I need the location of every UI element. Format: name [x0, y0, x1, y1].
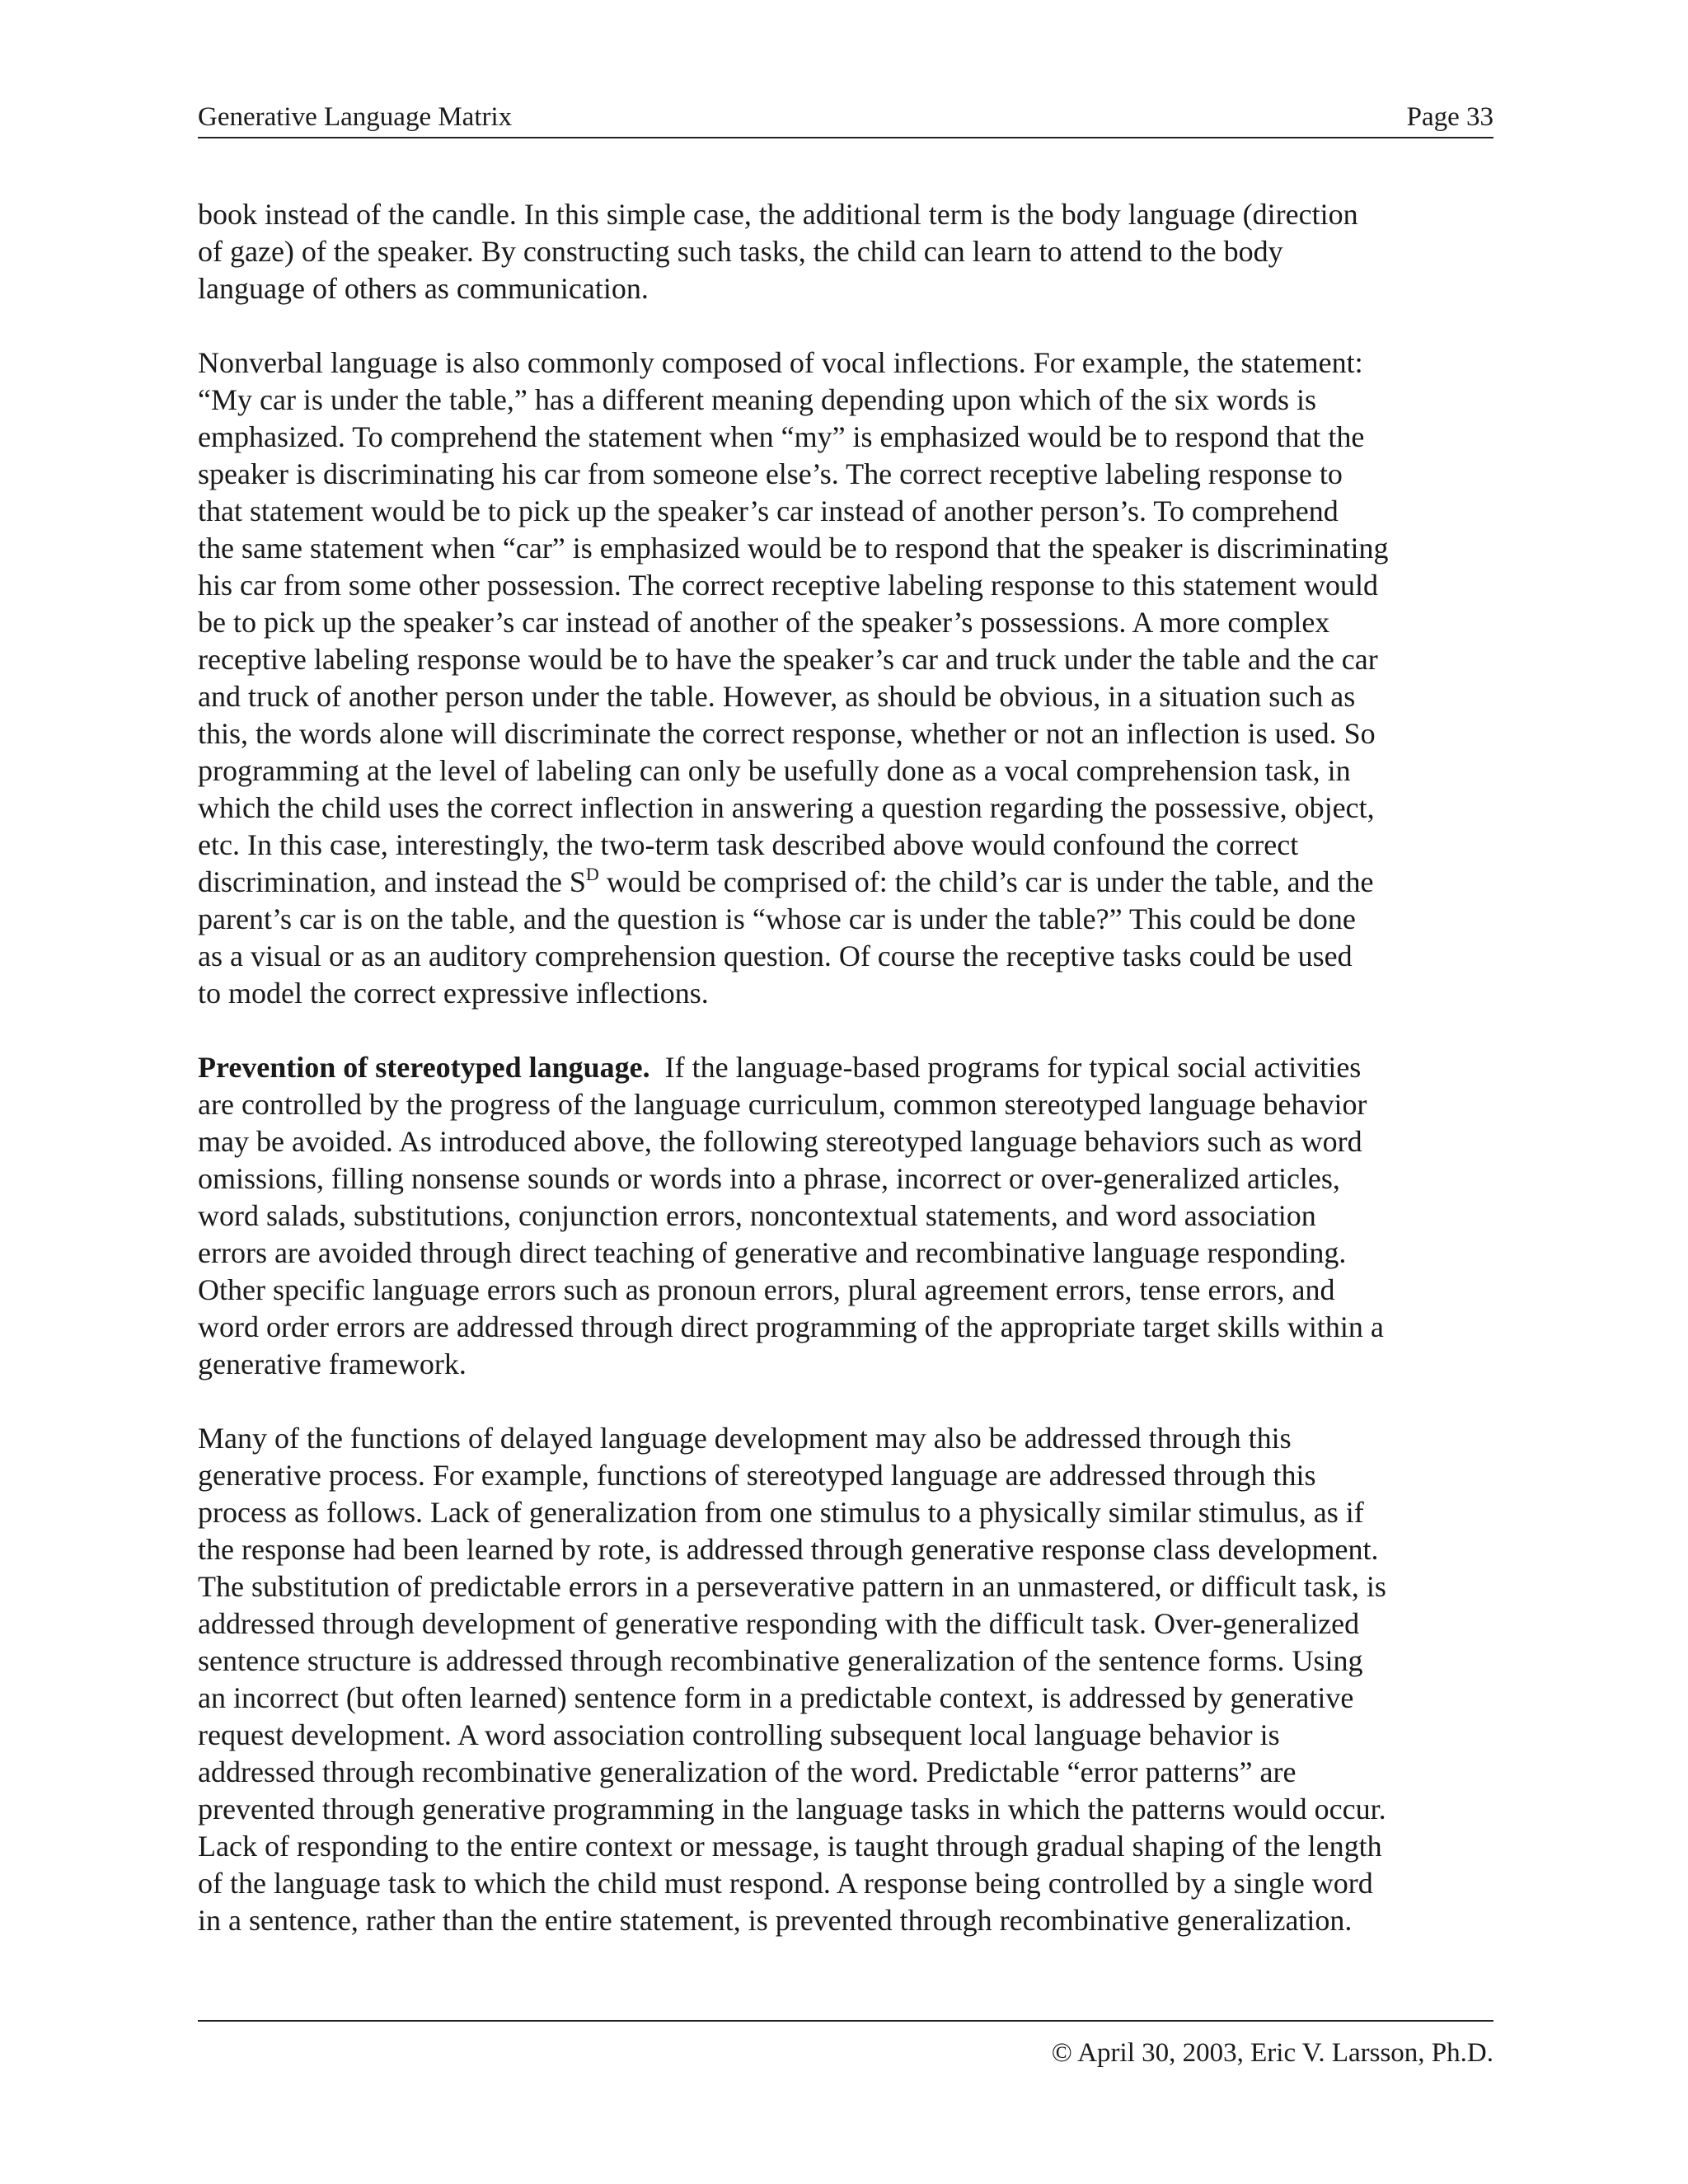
text-line: the same statement when “car” is emphasized would be to respond that the speaker is discriminating — [198, 532, 1389, 565]
text-line: errors are avoided through direct teaching of generative and recombinative language responding. — [198, 1236, 1347, 1269]
text-line: his car from some other possession. The correct receptive labeling response to this statement would — [198, 569, 1378, 602]
text-line: “My car is under the table,” has a different meaning depending upon which of the six words is — [198, 383, 1316, 416]
text-line: of the language task to which the child must respond. A response being controlled by a single word — [198, 1867, 1373, 1900]
sd-superscript: D — [585, 864, 599, 884]
text-line: Many of the functions of delayed language development may also be addressed through this — [198, 1422, 1292, 1455]
text-line: The substitution of predictable errors in a perseverative pattern in an unmastered, or difficult task, is — [198, 1570, 1386, 1603]
text-line: programming at the level of labeling can only be usefully done as a vocal comprehension task, in — [198, 754, 1351, 787]
text-line: addressed through development of generative responding with the difficult task. Over-generalized — [198, 1607, 1360, 1640]
text-line: request development. A word association controlling subsequent local language behavior is — [198, 1718, 1280, 1751]
text-line: prevented through generative programming in the language tasks in which the patterns would occur. — [198, 1793, 1386, 1825]
sd-line-after: would be comprised of: the child’s car is under the table, and the — [598, 865, 1374, 898]
text-line: addressed through recombinative generalization of the word. Predictable “error patterns” are — [198, 1755, 1296, 1788]
text-line: receptive labeling response would be to have the speaker’s car and truck under the table and the car — [198, 643, 1378, 676]
text-line: emphasized. To comprehend the statement when “my” is emphasized would be to respond that the — [198, 420, 1365, 453]
text-line: are controlled by the progress of the language curriculum, common stereotyped language behavior — [198, 1088, 1367, 1121]
paragraph-2 — [198, 344, 1493, 1012]
paragraph-3 — [198, 1049, 1493, 1383]
text-line: in a sentence, rather than the entire statement, is prevented through recombinative generalization. — [198, 1904, 1353, 1937]
text-line: generative framework. — [198, 1347, 467, 1380]
text-line: the response had been learned by rote, is addressed through generative response class development. — [198, 1533, 1379, 1566]
text-line: parent’s car is on the table, and the question is “whose car is under the table?” This could be done — [198, 902, 1356, 935]
text-line: omissions, filling nonsense sounds or words into a phrase, incorrect or over-generalized articles, — [198, 1162, 1340, 1195]
text-line: word order errors are addressed through direct programming of the appropriate target skills within a — [198, 1310, 1384, 1343]
heading-line-rest: If the language-based programs for typical social activities — [649, 1051, 1362, 1084]
text-line: process as follows. Lack of generalization from one stimulus to a physically similar stimulus, as if — [198, 1496, 1364, 1529]
text-line: and truck of another person under the table. However, as should be obvious, in a situation such as — [198, 680, 1356, 713]
text-line: etc. In this case, interestingly, the two-term task described above would confound the correct — [198, 828, 1299, 861]
text-line: this, the words alone will discriminate the correct response, whether or not an inflection is used. So — [198, 717, 1376, 750]
page-header — [198, 97, 1493, 138]
copyright-notice: © April 30, 2003, Eric V. Larsson, Ph.D. — [1051, 2038, 1493, 2068]
text-line: an incorrect (but often learned) sentence form in a predictable context, is addressed by generative — [198, 1681, 1354, 1714]
text-line: Lack of responding to the entire context or message, is taught through gradual shaping of the length — [198, 1830, 1382, 1863]
text-line: speaker is discriminating his car from someone else’s. The correct receptive labeling response to — [198, 457, 1343, 490]
text-line: Nonverbal language is also commonly composed of vocal inflections. For example, the statement: — [198, 346, 1363, 379]
text-line — [198, 1049, 1493, 1086]
text-line: word salads, substitutions, conjunction errors, noncontextual statements, and word association — [198, 1199, 1316, 1232]
text-line: which the child uses the correct inflection in answering a question regarding the possessive, object, — [198, 791, 1375, 824]
page-number: Page 33 — [1406, 102, 1493, 132]
text-line: to model the correct expressive inflections. — [198, 977, 709, 1010]
body-text — [198, 196, 1493, 1976]
text-line: generative process. For example, functions of stereotyped language are addressed through this — [198, 1459, 1316, 1492]
text-line: may be avoided. As introduced above, the following stereotyped language behaviors such as word — [198, 1125, 1362, 1158]
paragraph-1 — [198, 196, 1493, 307]
text-line: language of others as communication. — [198, 272, 649, 305]
text-line-sd — [198, 864, 1493, 901]
sd-line-before: discrimination, and instead the S — [198, 865, 586, 898]
section-heading: Prevention of stereotyped language. — [198, 1051, 650, 1084]
text-line: be to pick up the speaker’s car instead of another of the speaker’s possessions. A more complex — [198, 606, 1330, 639]
text-line: of gaze) of the speaker. By constructing such tasks, the child can learn to attend to the body — [198, 235, 1283, 268]
text-line: sentence structure is addressed through recombinative generalization of the sentence forms. Using — [198, 1644, 1363, 1677]
text-line: Other specific language errors such as pronoun errors, plural agreement errors, tense errors, and — [198, 1273, 1335, 1306]
text-line: book instead of the candle. In this simple case, the additional term is the body language (direction — [198, 198, 1358, 231]
text-line: as a visual or as an auditory comprehension question. Of course the receptive tasks could be used — [198, 940, 1353, 972]
text-line: that statement would be to pick up the speaker’s car instead of another person’s. To comprehend — [198, 494, 1339, 527]
page-footer — [198, 2020, 1493, 2068]
document-title: Generative Language Matrix — [198, 102, 513, 132]
paragraph-4 — [198, 1420, 1493, 1939]
